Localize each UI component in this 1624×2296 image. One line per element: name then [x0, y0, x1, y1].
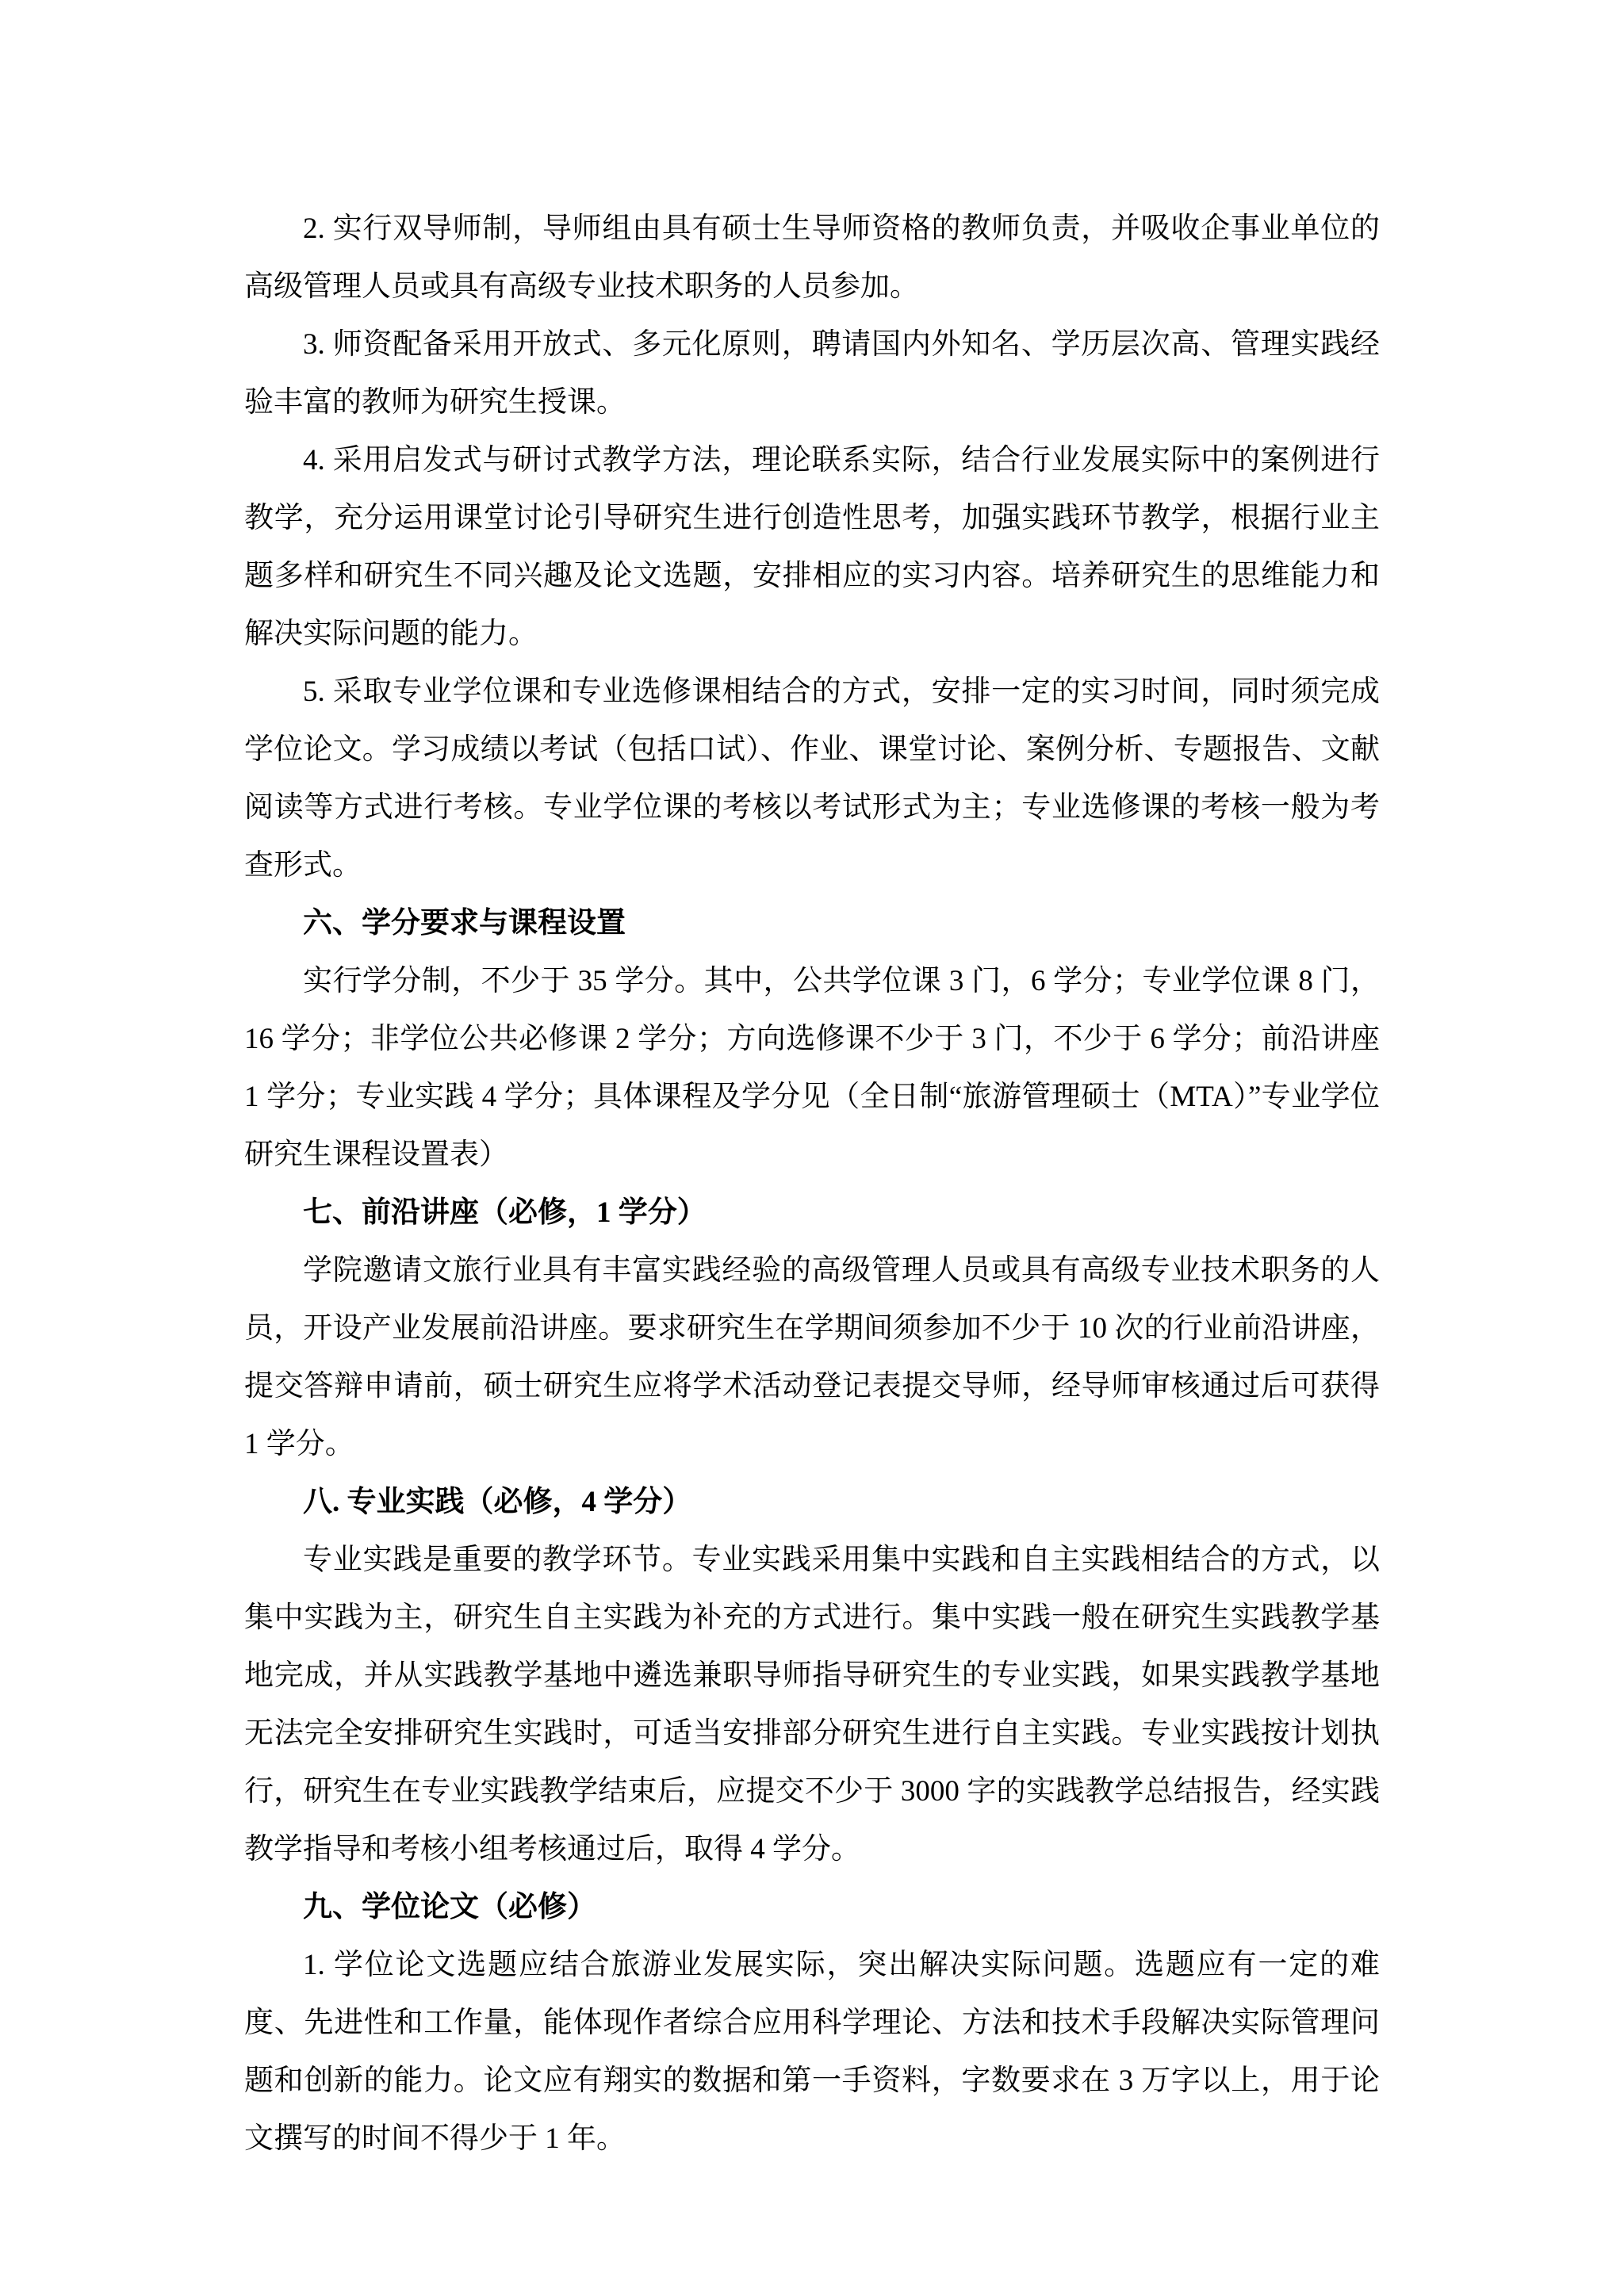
- body-paragraph: 1. 学位论文选题应结合旅游业发展实际，突出解决实际问题。选题应有一定的难度、先进性和工作量，能体现作者综合应用科学理论、方法和技术手段解决实际管理问题和创新的能力。论文应有翔实的数据和第一手资料，字数要求在 3 万字以上，用于论文撰写的时间不得少于 1 年。: [244, 1949, 1380, 2155]
- section-heading-professional-practice: 八. 专业实践（必修，4 学分）: [303, 1486, 692, 1518]
- body-paragraph: 4. 采用启发式与研讨式教学方法，理论联系实际，结合行业发展实际中的案例进行教学，充分运用课堂讨论引导研究生进行创造性思考，加强实践环节教学，根据行业主题多样和研究生不同兴趣及论文选题，安排相应的实习内容。培养研究生的思维能力和解决实际问题的能力。: [244, 444, 1380, 650]
- document-body: [244, 200, 1380, 2168]
- section-heading-credits: 六、学分要求与课程设置: [303, 907, 626, 939]
- section-heading-frontier-lectures: 七、前沿讲座（必修，1 学分）: [303, 1196, 707, 1229]
- body-paragraph: 实行学分制，不少于 35 学分。其中，公共学位课 3 门，6 学分；专业学位课 8 门，16 学分；非学位公共必修课 2 学分；方向选修课不少于 3 门，不少于 6 学分；前沿讲座 1 学分；专业实践 4 学分；具体课程及学分见（全日制“旅游管理硕士（MTA）”专业学位研究生课程设置表）: [244, 965, 1380, 1171]
- body-paragraph: 3. 师资配备采用开放式、多元化原则，聘请国内外知名、学历层次高、管理实践经验丰富的教师为研究生授课。: [244, 328, 1380, 419]
- body-paragraph: 5. 采取专业学位课和专业选修课相结合的方式，安排一定的实习时间，同时须完成学位论文。学习成绩以考试（包括口试）、作业、课堂讨论、案例分析、专题报告、文献阅读等方式进行考核。专业学位课的考核以考试形式为主；专业选修课的考核一般为考查形式。: [244, 675, 1380, 882]
- body-paragraph: 专业实践是重要的教学环节。专业实践采用集中实践和自主实践相结合的方式，以集中实践为主，研究生自主实践为补充的方式进行。集中实践一般在研究生实践教学基地完成，并从实践教学基地中遴选兼职导师指导研究生的专业实践，如果实践教学基地无法完全安排研究生实践时，可适当安排部分研究生进行自主实践。专业实践按计划执行，研究生在专业实践教学结束后，应提交不少于 3000 字的实践教学总结报告，经实践教学指导和考核小组考核通过后，取得 4 学分。: [244, 1544, 1380, 1866]
- body-paragraph: 2. 实行双导师制，导师组由具有硕士生导师资格的教师负责，并吸收企事业单位的高级管理人员或具有高级专业技术职务的人员参加。: [244, 212, 1380, 303]
- body-paragraph: 学院邀请文旅行业具有丰富实践经验的高级管理人员或具有高级专业技术职务的人员，开设产业发展前沿讲座。要求研究生在学期间须参加不少于 10 次的行业前沿讲座，提交答辩申请前，硕士研究生应将学术活动登记表提交导师，经导师审核通过后可获得 1 学分。: [244, 1254, 1380, 1460]
- section-heading-degree-thesis: 九、学位论文（必修）: [303, 1891, 596, 1923]
